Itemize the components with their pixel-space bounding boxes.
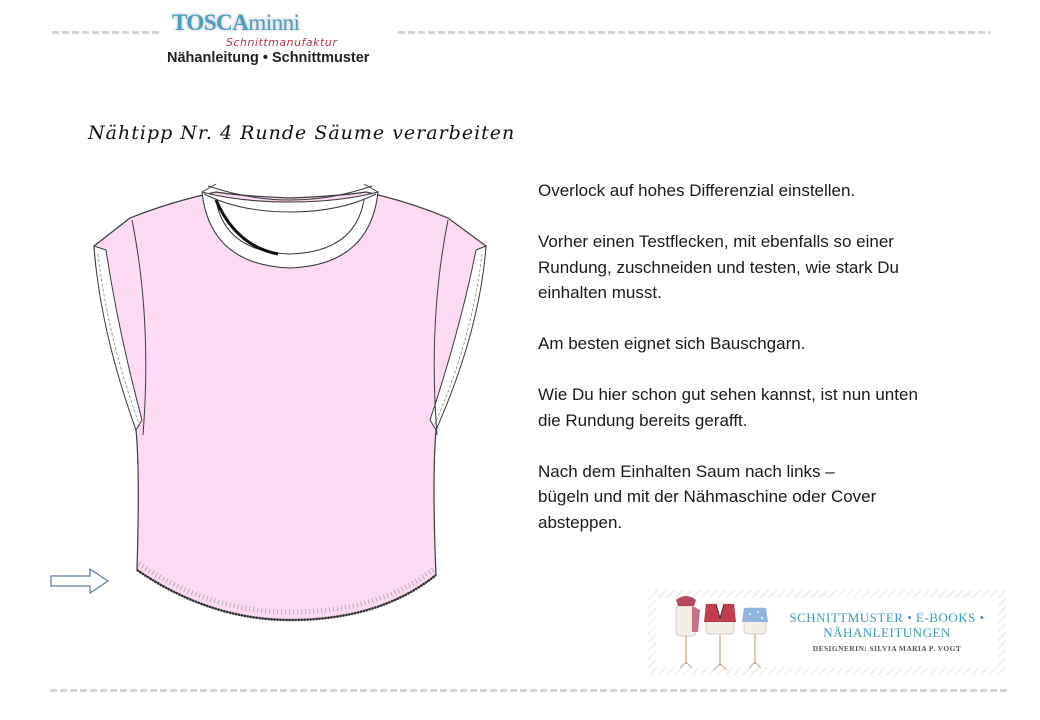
bottom-divider — [50, 689, 1008, 692]
brand-banner — [648, 590, 1006, 675]
arrow-right-icon — [50, 568, 110, 594]
page-title: Nähtipp Nr. 4 Runde Säume verarbeiten — [88, 122, 516, 144]
instructions-text — [538, 178, 948, 561]
instruction-paragraph: Overlock auf hohes Differenzial einstellen. — [538, 181, 856, 200]
instruction-paragraph: Vorher einen Testflecken, mit ebenfalls so einer Rundung, zuschneiden und testen, wie stark Du einhalten musst. — [538, 232, 900, 302]
logo-wordmark: TOSCAminni — [172, 10, 300, 35]
logo-tagline: Schnittmanufaktur — [226, 36, 338, 49]
banner-line-2: NÄHANLEITUNGEN — [823, 625, 951, 640]
top-divider-left — [52, 31, 160, 34]
banner-line-1: SCHNITTMUSTER • E-BOOKS • — [789, 610, 985, 625]
instruction-paragraph: Nach dem Einhalten Saum nach links – bügeln und mit der Nähmaschine oder Cover absteppen. — [538, 461, 877, 532]
instruction-paragraph: Am besten eignet sich Bauschgarn. — [538, 334, 806, 353]
banner-text — [776, 610, 998, 653]
banner-designer: DESIGNERIN: SILVIA MARIA P. VOGT — [812, 644, 962, 653]
header-subtitle: Nähanleitung • Schnittmuster — [167, 50, 370, 66]
instruction-paragraph: Wie Du hier schon gut sehen kannst, ist nun unten die Rundung bereits gerafft. — [538, 385, 918, 430]
top-divider-right — [398, 31, 990, 34]
dress-form-figures — [662, 592, 777, 674]
